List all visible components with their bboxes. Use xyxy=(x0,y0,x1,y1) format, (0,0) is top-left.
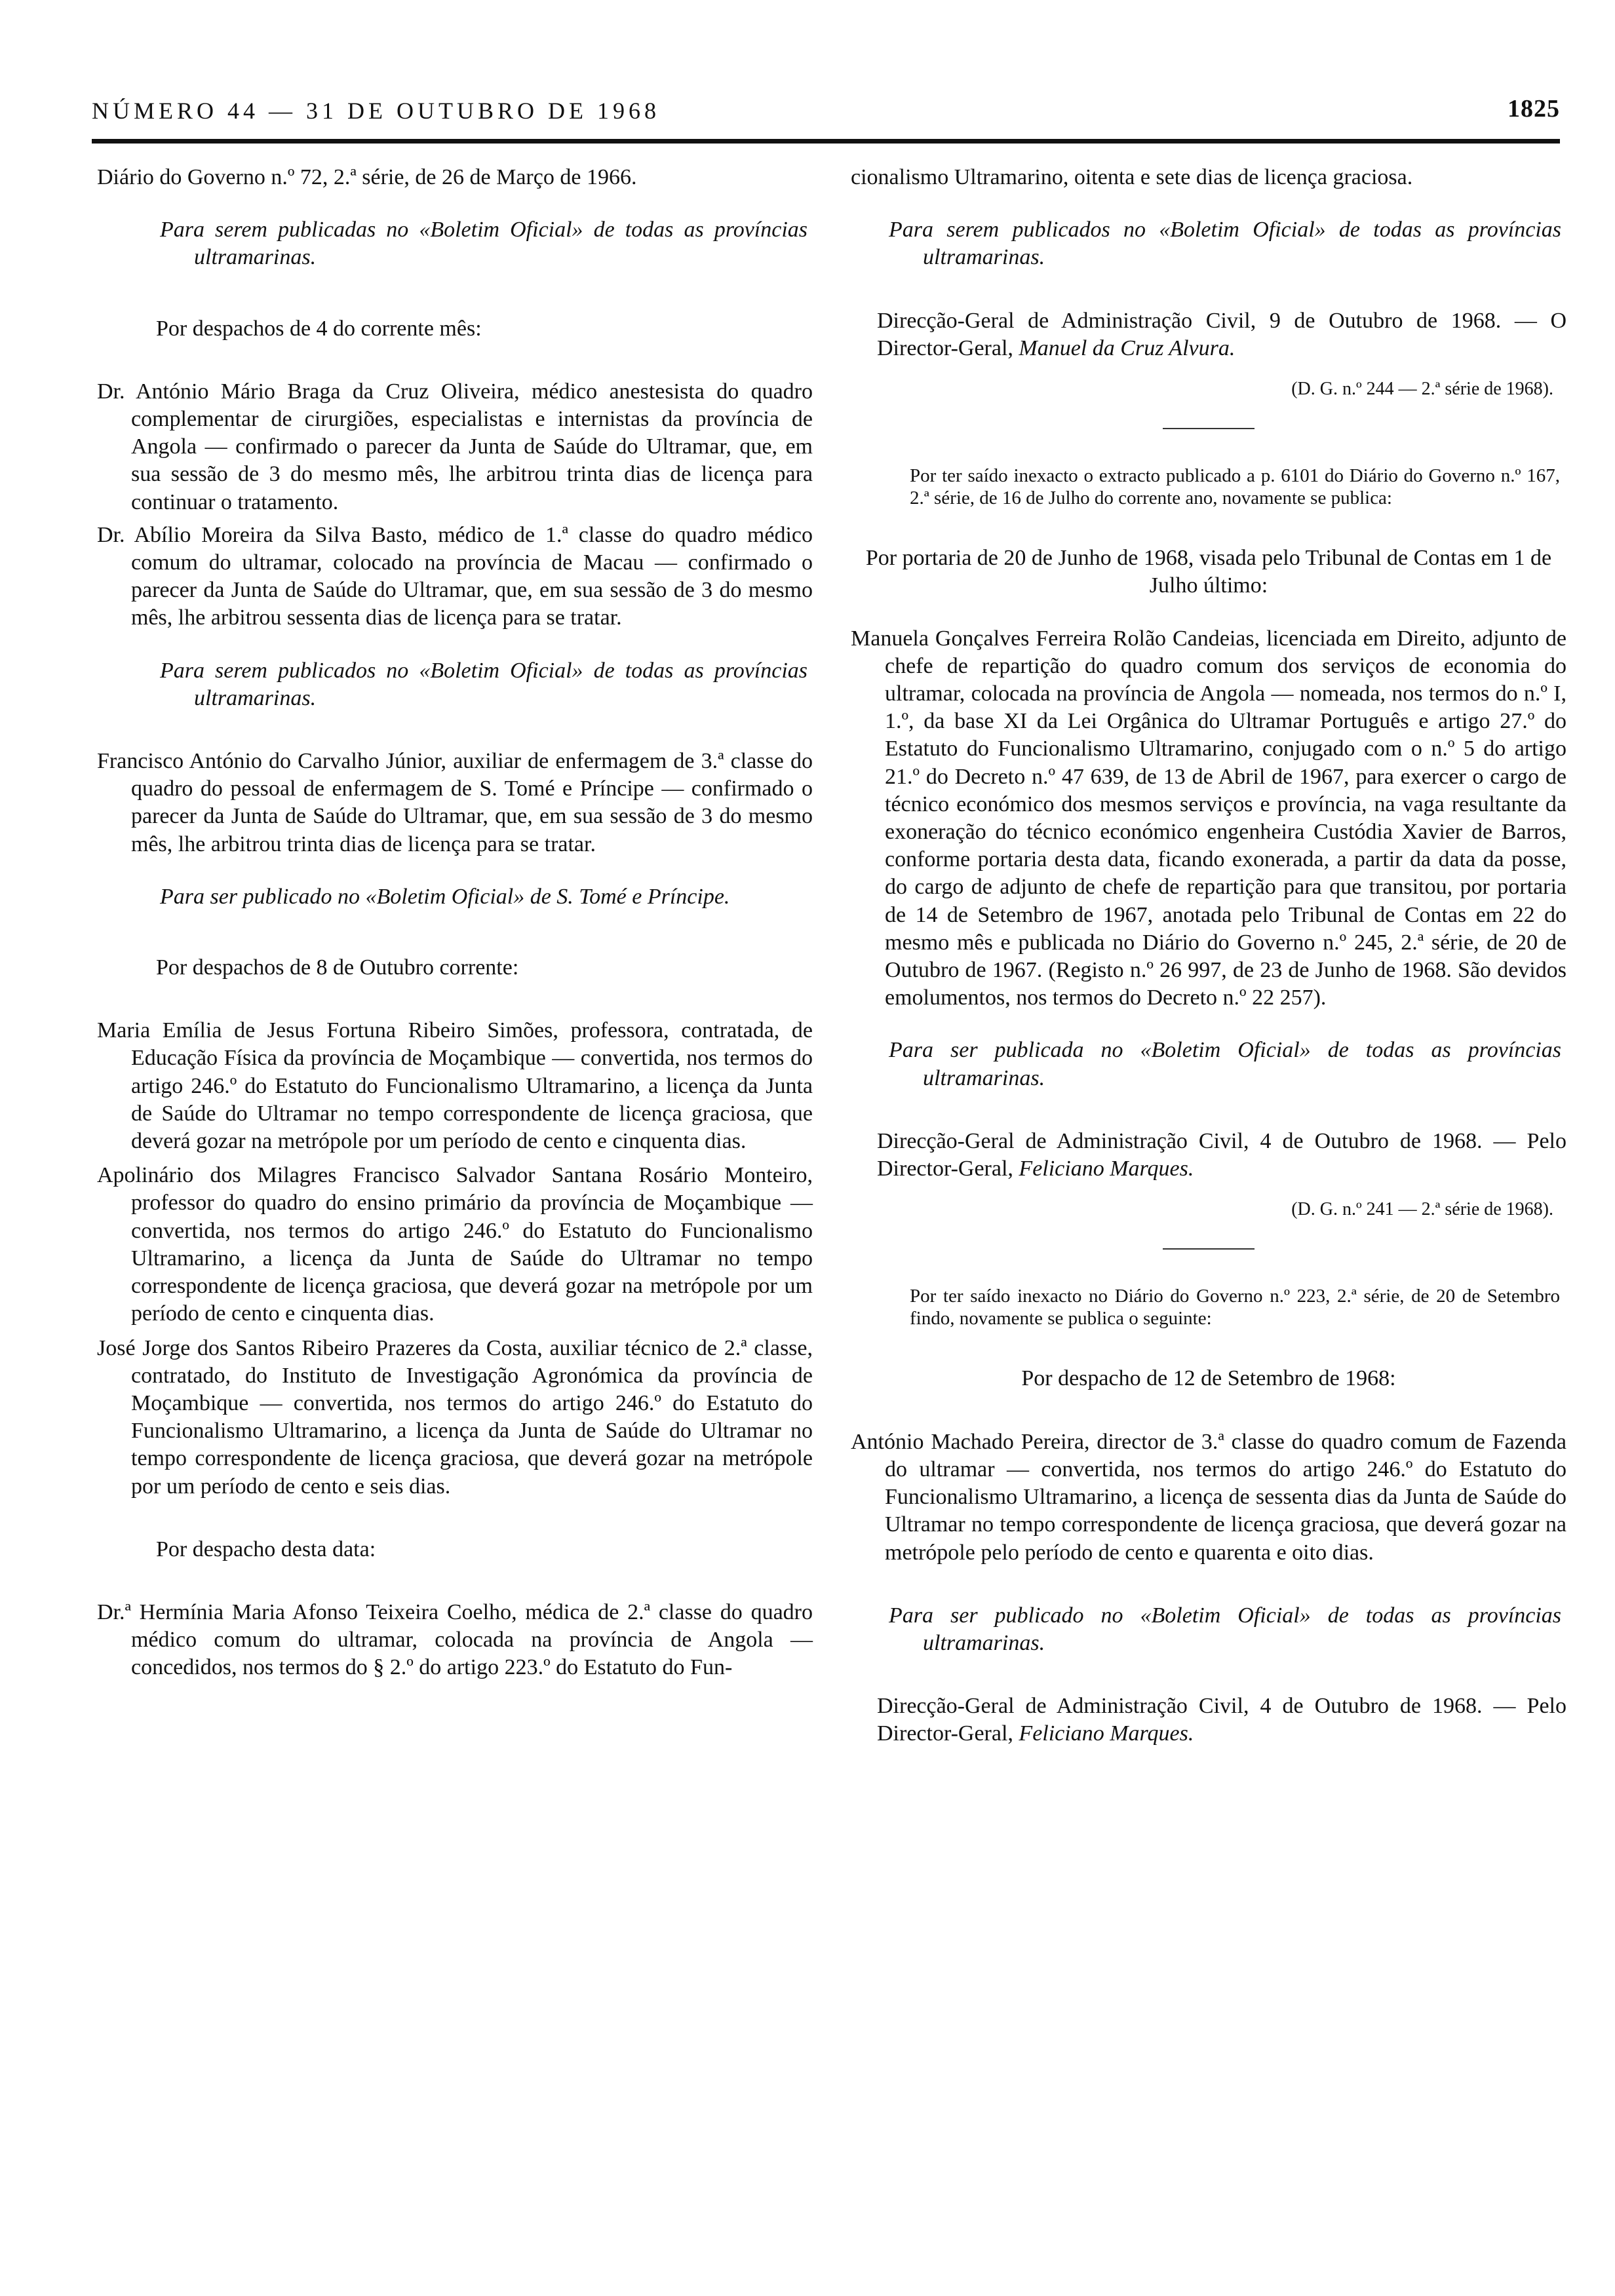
entry-paragraph: Dr. Abílio Moreira da Silva Basto, médico de 1.ª classe do quadro médico comum do ultramar, colocado na província de Macau — confirmado o parecer da Junta de Saúde do Ultramar, que, em sua sessão de 3 do mesmo mês, lhe arbitrou sessenta dias de licença para se tratar. xyxy=(97,522,813,630)
signatory-name: Feliciano Marques. xyxy=(1019,1721,1194,1746)
gazette-reference: (D. G. n.º 241 — 2.ª série de 1968). xyxy=(1291,1199,1553,1220)
signature-block: Direcção-Geral de Administração Civil, 4 de Outubro de 1968. — Pelo Director-Geral, Feliciano Marques. xyxy=(877,1694,1566,1746)
publication-note: Para ser publicada no «Boletim Oficial» de todas as províncias ultramarinas. xyxy=(889,1038,1561,1090)
entry-paragraph: Apolinário dos Milagres Francisco Salvador Santana Rosário Monteiro, professor do quadro do ensino primário da província de Moçambique — convertida, nos termos do artigo 246.º do Estatuto do Funcionalismo Ultramarino, a licença da Junta de Saúde do Ultramar no tempo correspondente de licença graciosa, que deverá gozar na metrópole por um período de cento e cinquenta dias. xyxy=(97,1163,813,1326)
publication-note: Para serem publicados no «Boletim Oficial» de todas as províncias ultramarinas. xyxy=(160,658,808,710)
signatory-name: Manuel da Cruz Alvura. xyxy=(1019,335,1236,360)
section-heading: Por despachos de 4 do corrente mês: xyxy=(156,316,482,341)
publication-note: Para serem publicados no «Boletim Oficial» de todas as províncias ultramarinas. xyxy=(889,218,1561,270)
page-header xyxy=(92,92,1560,138)
section-heading: Por despacho desta data: xyxy=(156,1537,376,1561)
correction-note: Por ter saído inexacto o extracto publicado a p. 6101 do Diário do Governo n.º 167, 2.ª série, de 16 de Julho do corrente ano, novamente se publica: xyxy=(910,465,1560,509)
left-column xyxy=(97,164,813,1682)
continued-reference: Diário do Governo n.º 72, 2.ª série, de 26 de Março de 1966. xyxy=(97,165,637,189)
right-column xyxy=(851,164,1566,1748)
publication-note: Para ser publicado no «Boletim Oficial» de todas as províncias ultramarinas. xyxy=(889,1603,1561,1655)
correction-note: Por ter saído inexacto no Diário do Governo n.º 223, 2.ª série, de 20 de Setembro findo, novamente se publica o seguinte: xyxy=(910,1286,1560,1330)
publication-note: Para ser publicado no «Boletim Oficial» de S. Tomé e Príncipe. xyxy=(160,884,730,909)
signature-block: Direcção-Geral de Administração Civil, 4 de Outubro de 1968. — Pelo Director-Geral, Feliciano Marques. xyxy=(877,1128,1566,1181)
entry-paragraph: Dr.ª Hermínia Maria Afonso Teixeira Coelho, médica de 2.ª classe do quadro médico comum do ultramar, colocada na província de Angola — concedidos, nos termos do § 2.º do artigo 223.º do Estatuto do Fun- xyxy=(97,1599,813,1680)
gazette-reference: (D. G. n.º 244 — 2.ª série de 1968). xyxy=(1291,379,1553,400)
entry-paragraph: Maria Emília de Jesus Fortuna Ribeiro Simões, professora, contratada, de Educação Física da província de Moçambique — convertida, nos termos do artigo 246.º do Estatuto do Funcionalismo Ultramarino, a licença da Junta de Saúde do Ultramar no tempo correspondente de licença graciosa, que deverá gozar na metrópole por um período de cento e cinquenta dias. xyxy=(97,1018,813,1154)
header-rule xyxy=(92,139,1560,144)
entry-paragraph: Manuela Gonçalves Ferreira Rolão Candeias, licenciada em Direito, adjunto de chefe de repartição do quadro comum dos serviços de economia do ultramar, colocada na província de Angola — nomeada, nos termos do n.º I, 1.º, da base XI da Lei Orgânica do Ultramar Português e artigo 27.º do Estatuto do Funcionalismo Ultramarino, conjugado com o n.º 5 do artigo 21.º do Decreto n.º 47 639, de 13 de Abril de 1967, para exercer o cargo de técnico económico dos mesmos serviços e província, na vaga resultante da exoneração do técnico económico engenheira Custódia Xavier de Barros, conforme portaria desta data, ficando exonerada, a partir da data da posse, do cargo de adjunto de chefe de repartição para que transitou, por portaria de 14 de Setembro de 1967, anotada pelo Tribunal de Contas em 22 do mesmo mês e publicada no Diário do Governo n.º 245, 2.ª série, de 20 de Outubro de 1967. (Registo n.º 26 997, de 23 de Junho de 1968. São devidos emolumentos, nos termos do Decreto n.º 22 257). xyxy=(851,626,1566,1010)
issue-title: NÚMERO 44 — 31 DE OUTUBRO DE 1968 xyxy=(92,98,660,124)
continued-paragraph: cionalismo Ultramarino, oitenta e sete dias de licença graciosa. xyxy=(851,165,1413,189)
entry-paragraph: Francisco António do Carvalho Júnior, auxiliar de enfermagem de 3.ª classe do quadro do pessoal de enfermagem de S. Tomé e Príncipe — confirmado o parecer da Junta de Saúde do Ultramar, que, em sua sessão de 3 do mesmo mês, lhe arbitrou trinta dias de licença para se tratar. xyxy=(97,749,813,856)
publication-note: Para serem publicadas no «Boletim Oficial» de todas as províncias ultramarinas. xyxy=(160,218,808,270)
signatory-name: Feliciano Marques. xyxy=(1019,1157,1194,1181)
section-heading: Por despacho de 12 de Setembro de 1968: xyxy=(1021,1366,1396,1391)
section-heading: Por despachos de 8 de Outubro corrente: xyxy=(156,955,519,980)
entry-paragraph: António Machado Pereira, director de 3.ª classe do quadro comum de Fazenda do ultramar — convertida, nos termos do artigo 246.º do Estatuto do Funcionalismo Ultramarino, a licença de sessenta dias da Junta de Saúde do Ultramar no tempo correspondente de licença graciosa, que deverá gozar na metrópole pelo período de cento e quarenta e oito dias. xyxy=(851,1429,1566,1565)
section-heading: Por portaria de 20 de Junho de 1968, visada pelo Tribunal de Contas em 1 de Julho último: xyxy=(865,546,1552,598)
signature-block: Direcção-Geral de Administração Civil, 9 de Outubro de 1968. — O Director-Geral, Manuel da Cruz Alvura. xyxy=(877,308,1566,360)
page-number: 1825 xyxy=(1508,95,1560,123)
entry-paragraph: José Jorge dos Santos Ribeiro Prazeres da Costa, auxiliar técnico de 2.ª classe, contratado, do Instituto de Investigação Agronómica da província de Moçambique — convertida, nos termos do artigo 246.º do Estatuto do Funcionalismo Ultramarino, a licença da Junta de Saúde do Ultramar no tempo correspondente de licença graciosa, que deverá gozar na metrópole por um período de cento e seis dias. xyxy=(97,1335,813,1499)
entry-paragraph: Dr. António Mário Braga da Cruz Oliveira, médico anestesista do quadro complementar de cirurgiões, especialistas e internistas da província de Angola — confirmado o parecer da Junta de Saúde do Ultramar, que, em sua sessão de 3 do mesmo mês, lhe arbitrou trinta dias de licença para continuar o tratamento. xyxy=(97,379,813,514)
